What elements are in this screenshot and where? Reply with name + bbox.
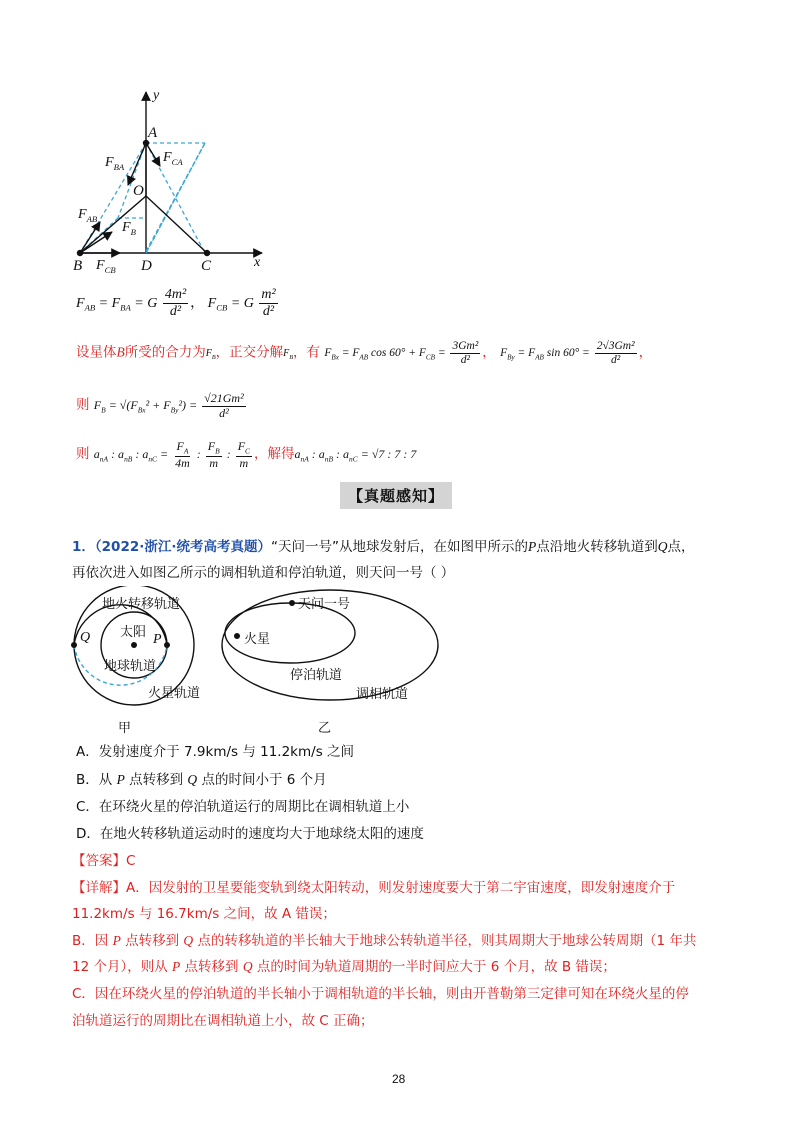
detail-line-5: C．因在环绕火星的停泊轨道的半长轴小于调相轨道的半长轴，则由开普勒第三定律可知在环绕火星的停 xyxy=(72,986,689,1002)
label-phasing-orbit: 调相轨道 xyxy=(356,687,409,702)
solution-step-acceleration: 则 $a_{nA}$ : $a_{nB}$ : $a_{nC}$ = $\frac{F_A}{4m}$ : $\frac{F_B}{m}$ : $\frac{F_C}{m}$ ，解得$a_{nA}$ : $a_{nB}$ : $a_{nC} = √7$ : 7 : 7 xyxy=(76,439,417,470)
label-mars-orbit: 火星轨道 xyxy=(148,686,201,701)
question-number: 1． xyxy=(72,539,95,555)
label-tianwen: 天问一号 xyxy=(298,597,351,612)
label-p: P xyxy=(153,632,162,647)
detail-line-3: B．因 P 点转移到 Q 点的转移轨道的半长轴大于地球公转轨道半径，则其周期大于地球公转周期（1 年共 xyxy=(72,933,697,949)
formula-forces: $F_{AB} = F_{BA} = G$ $\frac{\text{4m²}}{\text{d²}}$ ， $F_{CB} = G$ $\frac{\text{m²}}{\text{d²}}$ xyxy=(76,287,276,320)
label-y: y xyxy=(153,88,160,103)
label-a: A xyxy=(148,125,158,141)
mars-dot xyxy=(234,633,240,639)
option-a: A．发射速度介于 7.9km/s 与 11.2km/s 之间 xyxy=(76,744,355,760)
solution-step-resultant: 则 $F_B = √(F_{Bx}^2 + F_{By}^2)$ = $\frac{\text{√21Gm²}}{\text{d²}}$ xyxy=(76,391,244,420)
tianwen-dot xyxy=(289,600,295,606)
solution-step-decompose: 设星体B所受的合力为$F_B$，正交分解$F_B$，有 $F_{Bx} = F_{AB}$ $\cos 60^\circ + F_{CB}$ = $\frac{\text{3Gm²}}{\text{d²}}$ ， $F_{By} = F_{AB}$ sin 60° = $\frac{\text{2√3Gm²}}{\text{d²}}$ ， xyxy=(76,340,653,367)
label-parking-orbit: 停泊轨道 xyxy=(290,668,343,683)
section-title: 【真题感知】 xyxy=(340,482,452,509)
point-b xyxy=(77,250,83,256)
question-line-2: 再依次进入如图乙所示的调相轨道和停泊轨道，则天问一号（ ） xyxy=(72,565,455,581)
force-diagram xyxy=(60,85,280,285)
label-o: O xyxy=(133,183,144,199)
option-c: C．在环绕火星的停泊轨道运行的周期比在调相轨道上小 xyxy=(76,799,410,815)
force-arrow-fb xyxy=(80,232,112,253)
label-earth-orbit: 地球轨道 xyxy=(104,659,157,674)
label-transfer-orbit: 地火转移轨道 xyxy=(102,597,181,612)
sun-dot xyxy=(131,642,137,648)
detail-line-2: 11.2km/s 与 16.7km/s 之间，故 A 错误； xyxy=(72,906,336,922)
label-fab: $F_{AB}$ xyxy=(78,207,98,224)
label-fba: $F_{BA}$ xyxy=(105,155,125,172)
label-fb: $F_B$ xyxy=(122,220,136,237)
detail-line-4: 12 个月），则从 P 点转移到 Q 点的时间为轨道周期的一半时间应大于 6 个月，故 B 错误； xyxy=(72,959,616,975)
detail-line-1: 【详解】A．因发射的卫星要能变轨到绕太阳转动，则发射速度要大于第二宇宙速度，即发射速度介于 xyxy=(72,880,676,896)
point-p-dot xyxy=(164,642,170,648)
label-d: D xyxy=(141,258,152,274)
answer-label: 【答案】C xyxy=(72,853,136,869)
point-c xyxy=(204,250,210,256)
label-b: B xyxy=(73,258,83,274)
label-c: C xyxy=(201,258,212,274)
label-sun: 太阳 xyxy=(120,625,147,640)
caption-yi: 乙 xyxy=(318,721,332,736)
question-line-1: 1．（2022·浙江·统考高考真题）“天问一号”从地球发射后，在如图甲所示的P点沿地火转移轨道到Q点， xyxy=(72,539,695,555)
label-x: x xyxy=(254,255,261,270)
caption-jia: 甲 xyxy=(118,721,132,736)
label-fcb: $F_{CB}$ xyxy=(96,258,116,275)
force-arrow-fca xyxy=(146,143,160,166)
point-q-dot xyxy=(71,642,77,648)
label-fca: $F_{CA}$ xyxy=(163,150,183,167)
option-d: D．在地火转移轨道运动时的速度均大于地球绕太阳的速度 xyxy=(76,826,424,842)
option-b: B．从 P 点转移到 Q 点的时间小于 6 个月 xyxy=(76,772,327,788)
detail-line-6: 泊轨道运行的周期比在调相轨道上小，故 C 正确； xyxy=(72,1013,374,1029)
label-mars: 火星 xyxy=(244,632,271,647)
page-number: 28 xyxy=(392,1072,406,1086)
label-q: Q xyxy=(80,630,91,645)
force-arrow-fba xyxy=(128,143,146,185)
question-source: （2022·浙江·统考高考真题） xyxy=(94,539,271,555)
